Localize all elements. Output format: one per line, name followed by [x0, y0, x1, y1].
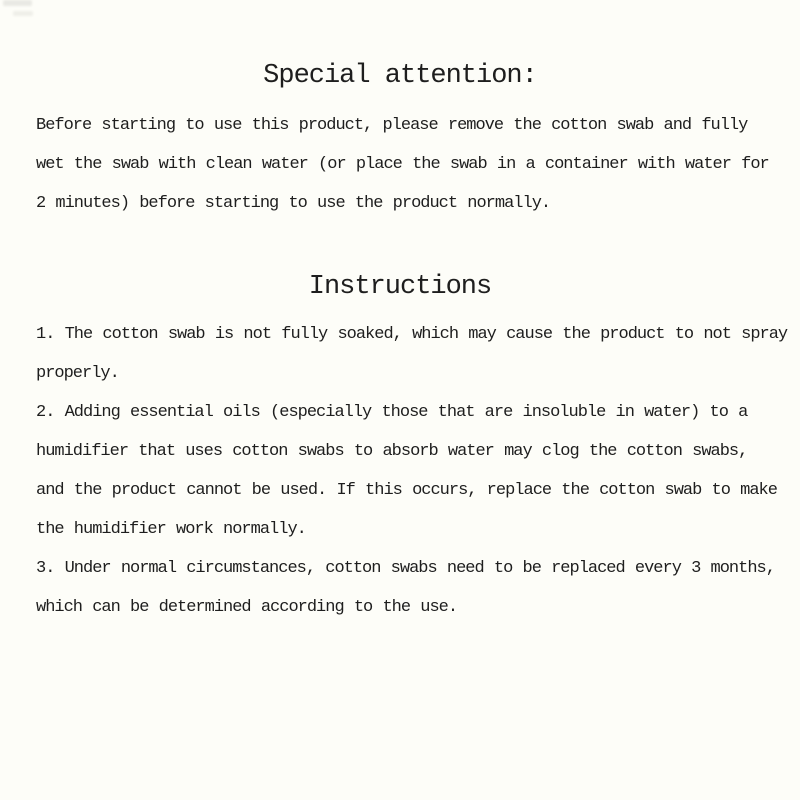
print-smudge-artifact	[3, 0, 32, 6]
instruction-item-2	[0, 393, 800, 549]
special-attention-paragraph	[0, 92, 800, 223]
instruction-item-3	[0, 549, 800, 627]
text-line: 2 minutes) before starting to use the product normally.	[36, 194, 551, 213]
instructions-title: Instructions	[308, 272, 492, 302]
text-line: Before starting to use this product, please remove the cotton swab and fully	[36, 116, 748, 135]
text-line: wet the swab with clean water (or place the swab in a container with water for	[36, 155, 769, 174]
text-line: 2. Adding essential oils (especially those that are insoluble in water) to a	[36, 403, 748, 422]
text-line: 1. The cotton swab is not fully soaked, which may cause the product to not spray	[36, 325, 788, 344]
text-line: humidifier that uses cotton swabs to absorb water may clog the cotton swabs,	[36, 442, 748, 461]
text-line: and the product cannot be used. If this occurs, replace the cotton swab to make	[36, 481, 777, 500]
text-line: properly.	[36, 364, 119, 383]
text-line: which can be determined according to the use.	[36, 598, 458, 617]
special-attention-title: Special attention:	[263, 61, 537, 91]
text-line: 3. Under normal circumstances, cotton swabs need to be replaced every 3 months,	[36, 559, 775, 578]
text-line: the humidifier work normally.	[36, 520, 306, 539]
instruction-item-1	[0, 303, 800, 393]
print-smudge-artifact	[13, 11, 33, 16]
special-attention-section	[0, 0, 800, 223]
instructions-section	[0, 223, 800, 627]
